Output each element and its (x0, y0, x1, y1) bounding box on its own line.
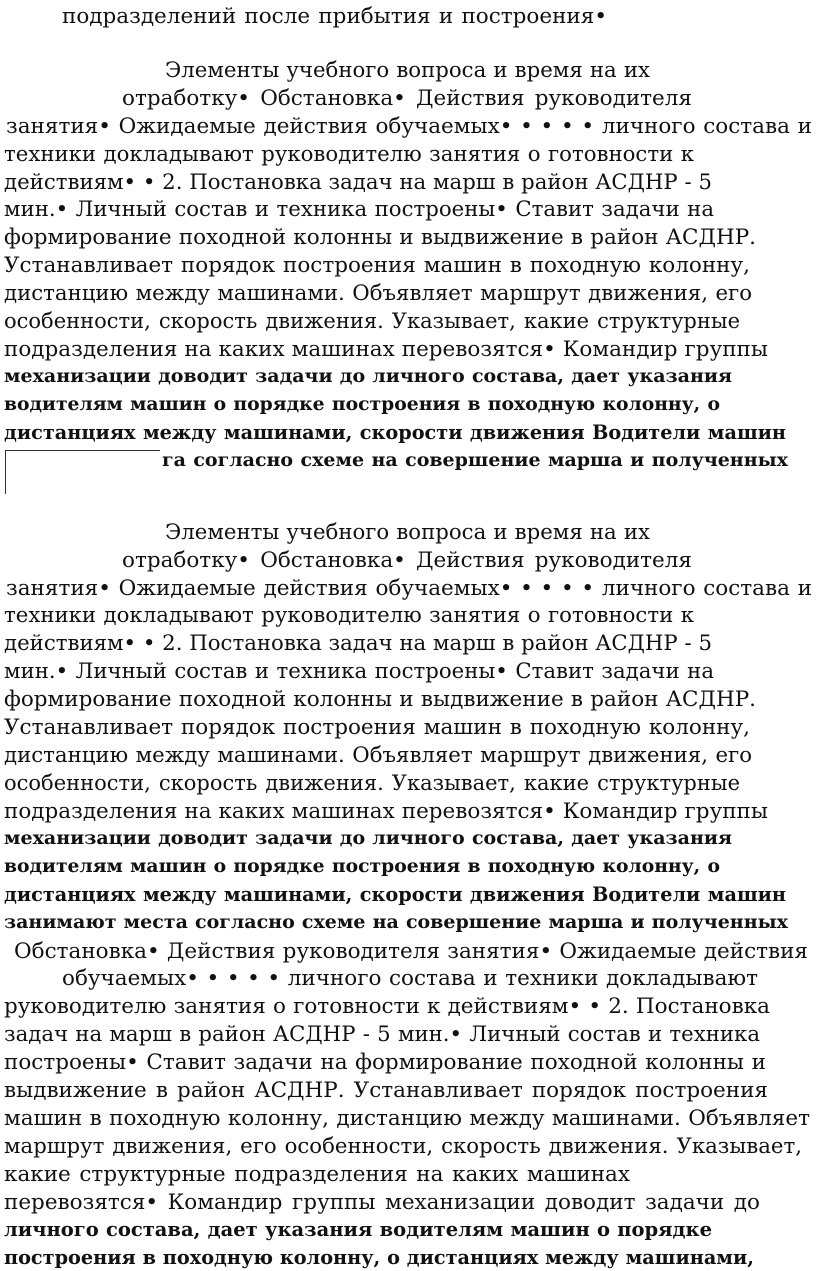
text-line: особенности, скорость движения. Указывает, какие структурные (4, 309, 740, 333)
text-line: занятия• Ожидаемые действия обучаемых• • • • • личного состава и (6, 114, 812, 139)
text-line: Устанавливает порядок построения машин в походную колонну, (4, 715, 750, 740)
text-line: механизации доводит задачи до личного состава, дает указания (4, 827, 732, 849)
text-line: задач на марш в район АСДНР - 5 мин.• Личный состав и техника (4, 1022, 760, 1047)
text-line: выдвижение в район АСДНР. Устанавливает порядок построения (4, 1078, 768, 1103)
text-line: водителям машин о порядке построения в походную колонну, о (4, 855, 720, 877)
text-line: занимают места согласно схеме на совершение марша и полученных (4, 911, 788, 933)
cropped-frame-left (5, 450, 6, 494)
text-line: машин в походную колонну, дистанцию между машинами. Объявляет (4, 1106, 810, 1131)
text-line: механизации доводит задачи до личного состава, дает указания (4, 365, 732, 387)
text-line: отработку• Обстановка• Действия руководителя (122, 548, 692, 573)
text-line: дистанцию между машинами. Объявляет маршрут движения, его (4, 743, 752, 768)
text-line: особенности, скорость движения. Указывает, какие структурные (4, 771, 740, 795)
text-line: личного состава, дает указания водителям машин о порядке (4, 1218, 712, 1241)
text-line: руководителю занятия о готовности к действиям• • 2. Постановка (4, 994, 770, 1019)
text-line: подразделений после прибытия и построения• (62, 4, 607, 29)
text-line: водителям машин о порядке построения в походную колонну, о (4, 393, 720, 415)
text-line: занятия• Ожидаемые действия обучаемых• • • • • личного состава и (6, 576, 812, 601)
text-line: Элементы учебного вопроса и время на их (165, 58, 650, 83)
text-line: техники докладывают руководителю занятия о готовности к (4, 603, 694, 628)
text-line: га согласно схеме на совершение марша и полученных (162, 449, 788, 471)
text-line: действиям• • 2. Постановка задач на марш в район АСДНР - 5 (4, 631, 712, 656)
text-line: дистанциях между машинами, скорости движения Водители машин (4, 421, 786, 444)
text-line: отработку• Обстановка• Действия руководителя (122, 86, 692, 111)
text-line: техники докладывают руководителю занятия о готовности к (4, 142, 694, 167)
text-line: обучаемых• • • • • личного состава и техники докладывают (62, 966, 758, 991)
text-line: Элементы учебного вопроса и время на их (165, 520, 650, 545)
text-line: подразделения на каких машинах перевозятся• Командир группы (4, 799, 768, 824)
cropped-frame-top (5, 450, 160, 451)
text-line: дистанцию между машинами. Объявляет маршрут движения, его (4, 281, 752, 306)
text-line: Устанавливает порядок построения машин в походную колонну, (4, 253, 750, 278)
text-line: перевозятся• Командир группы механизации доводит задачи до (4, 1190, 760, 1215)
text-line: подразделения на каких машинах перевозятся• Командир группы (4, 337, 768, 362)
text-line: формирование походной колонны и выдвижение в район АСДНР. (4, 687, 756, 712)
text-line: какие структурные подразделения на каких машинах (4, 1162, 630, 1187)
text-line: дистанциях между машинами, скорости движения Водители машин (4, 883, 786, 906)
text-line: Обстановка• Действия руководителя занятия• Ожидаемые действия (14, 939, 808, 964)
text-line: действиям• • 2. Постановка задач на марш в район АСДНР - 5 (4, 170, 712, 195)
text-line: мин.• Личный состав и техника построены• Ставит задачи на (4, 197, 714, 222)
text-line: построены• Ставит задачи на формирование походной колонны и (4, 1050, 766, 1075)
text-line: формирование походной колонны и выдвижение в район АСДНР. (4, 225, 756, 250)
text-line: маршрут движения, его особенности, скорость движения. Указывает, (4, 1134, 802, 1159)
text-line: мин.• Личный состав и техника построены• Ставит задачи на (4, 659, 714, 684)
text-line: построения в походную колонну, о дистанциях между машинами, (4, 1246, 754, 1269)
